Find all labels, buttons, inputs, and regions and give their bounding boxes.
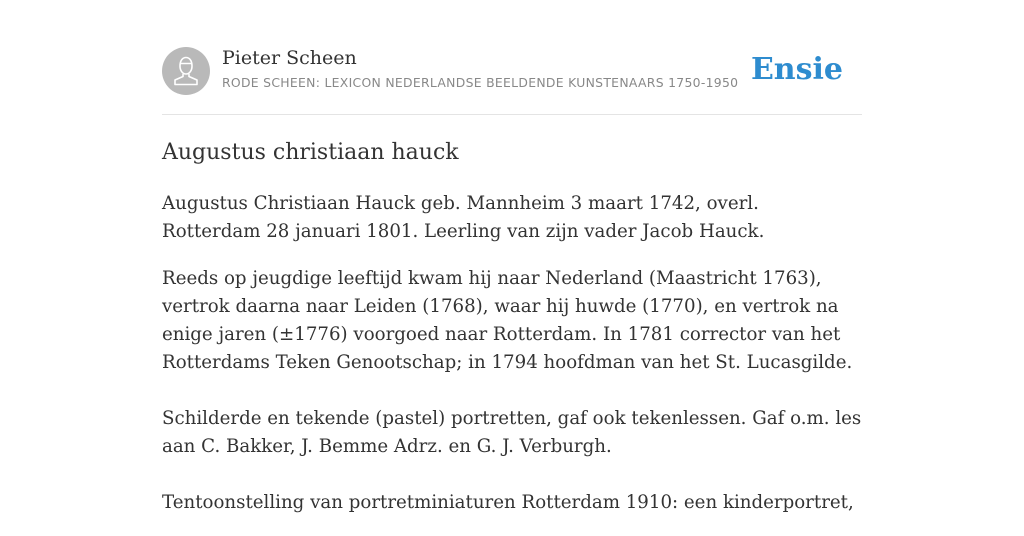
article-paragraph: Augustus Christiaan Hauck geb. Mannheim 3 maart 1742, overl. Rotterdam 28 januari 1801. Leerling van zijn vader Jacob Hauck.	[162, 193, 765, 242]
article-title: Augustus christiaan hauck	[162, 140, 459, 165]
article-header	[162, 0, 862, 115]
page	[162, 0, 862, 513]
user-icon	[162, 47, 210, 95]
author-avatar[interactable]	[162, 47, 210, 95]
article-paragraph: Reeds op jeugdige leeftijd kwam hij naar Nederland (Maastricht 1763), vertrok daarna naar Leiden (1768), waar hij huwde (1770), en vertrok na enige jaren (±1776) voorgoed naar Rotterdam. In 1781 corrector van het Rotterdams Teken Genootschap; in 1794 hoofdman van het St. Lucasgilde. Schilderde en tekende (pastel) portretten, gaf ook tekenlessen. Gaf o.m. les aan C. Bakker, J. Bemme Adrz. en G. J. Verburgh. Tentoonstelling van portretminiaturen Rotterdam 1910: een kinderportret,	[162, 268, 862, 513]
source-lexicon[interactable]: RODE SCHEEN: LEXICON NEDERLANDSE BEELDENDE KUNSTENAARS 1750-1950	[222, 75, 739, 90]
ensie-logo[interactable]: Ensie	[750, 52, 843, 87]
article-body	[162, 190, 862, 536]
author-name[interactable]: Pieter Scheen	[222, 47, 357, 69]
